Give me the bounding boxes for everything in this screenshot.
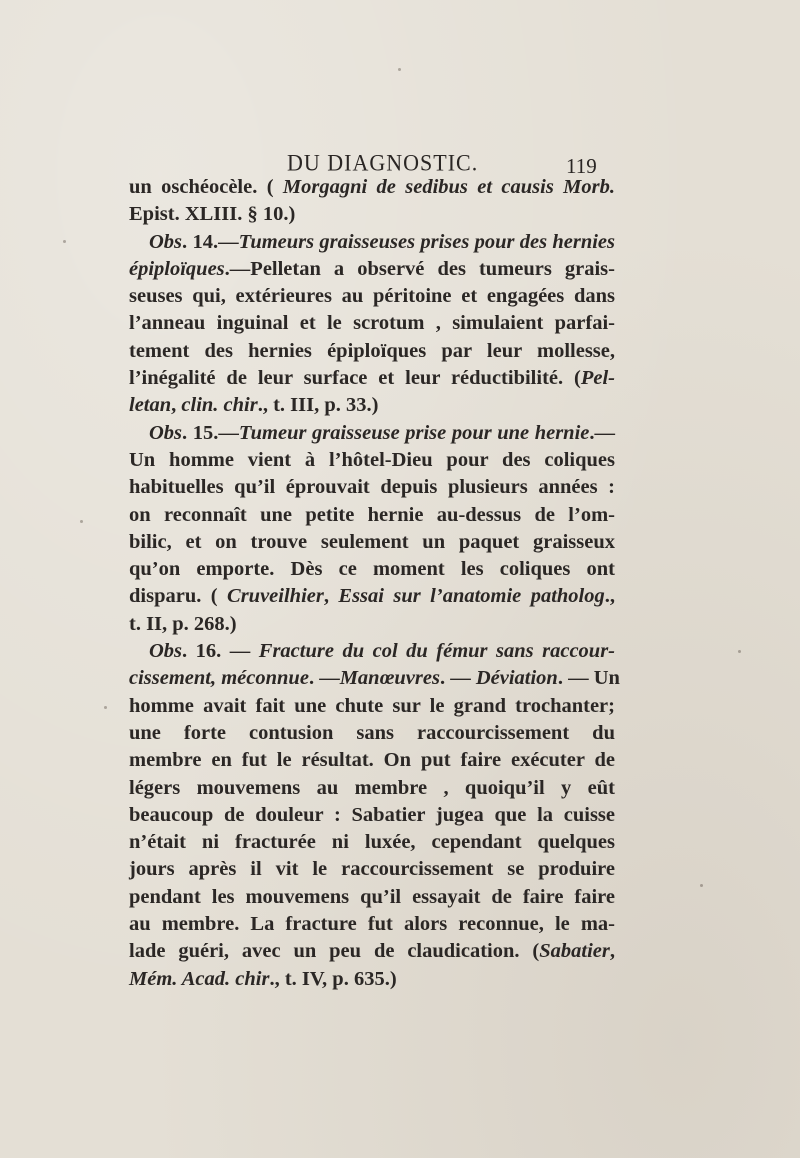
text-line <box>129 365 615 392</box>
text-line <box>129 775 615 802</box>
text-line <box>129 474 615 501</box>
paper-speck <box>700 884 703 887</box>
text-segment: beaucoup de douleur : Sabatier jugea que la cuisse <box>129 803 615 826</box>
italic-segment: Mém. Acad. chir <box>129 967 270 990</box>
body-text <box>129 174 620 993</box>
text-line <box>129 611 615 638</box>
text-line <box>129 420 615 447</box>
text-segment: seuses qui, extérieures au péritoine et engagées dans <box>129 285 615 308</box>
text-segment: l’inégalité de leur surface et leur réductibilité. ( <box>129 367 581 390</box>
text-line <box>129 884 615 911</box>
text-line <box>129 747 615 774</box>
text-segment: Un homme vient à l’hôtel-Dieu pour des coliques <box>129 448 615 471</box>
text-segment: .—Pelletan a observé des tumeurs grais- <box>224 257 615 280</box>
italic-segment: Obs <box>149 421 183 444</box>
italic-segment: Obs <box>149 230 183 253</box>
italic-segment: Déviation <box>475 667 558 690</box>
text-line <box>129 174 615 201</box>
paper-speck <box>398 68 401 71</box>
text-segment: . 15.— <box>182 421 239 444</box>
italic-segment: cissement, méconnue <box>129 667 309 690</box>
text-segment: légers mouvemens au membre , quoiqu’il y eût <box>129 776 615 799</box>
italic-segment: Essai sur l’anatomie patholog <box>338 585 605 608</box>
text-segment: disparu. ( <box>129 585 228 608</box>
text-segment: homme avait fait une chute sur le grand trochanter; <box>129 694 615 717</box>
running-title: DU DIAGNOSTIC. <box>287 149 479 176</box>
text-segment: , <box>323 585 339 608</box>
paper-speck <box>104 706 107 709</box>
text-segment: . — Un <box>557 667 620 690</box>
text-segment: habituelles qu’il éprouvait depuis plusieurs années : <box>129 476 615 499</box>
italic-segment: Sabatier <box>539 940 610 963</box>
text-segment: bilic, et on trouve seulement un paquet graisseux <box>129 530 615 553</box>
text-line <box>129 665 620 692</box>
text-line <box>129 966 615 993</box>
text-segment: . 14.— <box>182 230 239 253</box>
text-line <box>129 693 615 720</box>
text-segment: membre en fut le résultat. On put faire exécuter de <box>129 749 615 772</box>
italic-segment: letan <box>129 394 172 417</box>
text-segment: ., t. III, p. 33.) <box>257 394 379 417</box>
text-line <box>129 720 615 747</box>
italic-segment: Cruveilhier <box>227 585 324 608</box>
text-line <box>129 201 615 228</box>
text-line <box>129 310 615 337</box>
italic-segment: Obs <box>149 640 183 663</box>
text-segment: on reconnaît une petite hernie au-dessus de l’om- <box>129 503 615 526</box>
text-segment: ., t. IV, p. 635.) <box>269 967 397 990</box>
italic-segment: Tumeur graisseuse prise pour une hernie <box>238 421 590 444</box>
text-line <box>129 338 615 365</box>
text-line <box>129 529 615 556</box>
text-segment: l’anneau inguinal et le scrotum , simulaient parfai- <box>129 312 615 335</box>
italic-segment: Fracture du col du fémur sans raccour- <box>258 640 615 663</box>
text-line <box>129 256 615 283</box>
text-segment: un oschéocèle. ( <box>129 176 283 198</box>
text-segment: ., <box>604 585 615 608</box>
text-segment: n’était ni fracturée ni luxée, cependant quelques <box>129 831 615 854</box>
text-segment: . 16. — <box>182 640 259 663</box>
text-segment: qu’on emporte. Dès ce moment les coliques ont <box>129 558 615 581</box>
italic-segment: Morgagni de sedibus et causis Morb. <box>282 176 615 198</box>
paper-speck <box>80 520 83 523</box>
text-line <box>129 911 615 938</box>
text-segment: au membre. La fracture fut alors reconnue, le ma- <box>129 913 615 936</box>
page-number: 119 <box>566 154 597 178</box>
italic-segment: Pel- <box>580 367 615 390</box>
text-segment: pendant les mouvemens qu’il essayait de faire faire <box>129 885 615 908</box>
paper-speck <box>738 650 741 653</box>
italic-segment: clin. chir <box>181 394 258 417</box>
text-segment: une forte contusion sans raccourcissement du <box>129 721 615 744</box>
italic-segment: Tumeurs graisseuses prises pour des hernies <box>238 230 616 253</box>
text-segment: .— <box>589 421 616 444</box>
paper-speck <box>63 240 66 243</box>
text-segment: t. II, p. 268.) <box>129 612 237 635</box>
text-line <box>129 856 615 883</box>
text-line <box>129 502 615 529</box>
text-line <box>129 447 615 474</box>
text-line <box>129 829 615 856</box>
text-segment: . — <box>308 667 340 690</box>
text-line <box>129 583 615 610</box>
text-segment: , <box>171 394 182 417</box>
text-line <box>129 938 615 965</box>
text-segment: Epist. XLIII. § 10.) <box>129 203 296 226</box>
text-segment: . — <box>439 667 476 690</box>
text-line <box>129 638 615 665</box>
italic-segment: Manœuvres <box>339 667 440 690</box>
text-line <box>129 229 615 256</box>
text-line <box>129 283 615 310</box>
text-segment: lade guéri, avec un peu de claudication. ( <box>129 940 540 963</box>
text-segment: tement des hernies épiploïques par leur mollesse, <box>129 339 615 362</box>
text-segment: jours après il vit le raccourcissement se produire <box>129 858 615 881</box>
text-line <box>129 556 615 583</box>
text-segment: , <box>609 940 615 963</box>
italic-segment: épiploïques <box>129 257 225 280</box>
text-line <box>129 392 615 419</box>
text-line <box>129 802 615 829</box>
